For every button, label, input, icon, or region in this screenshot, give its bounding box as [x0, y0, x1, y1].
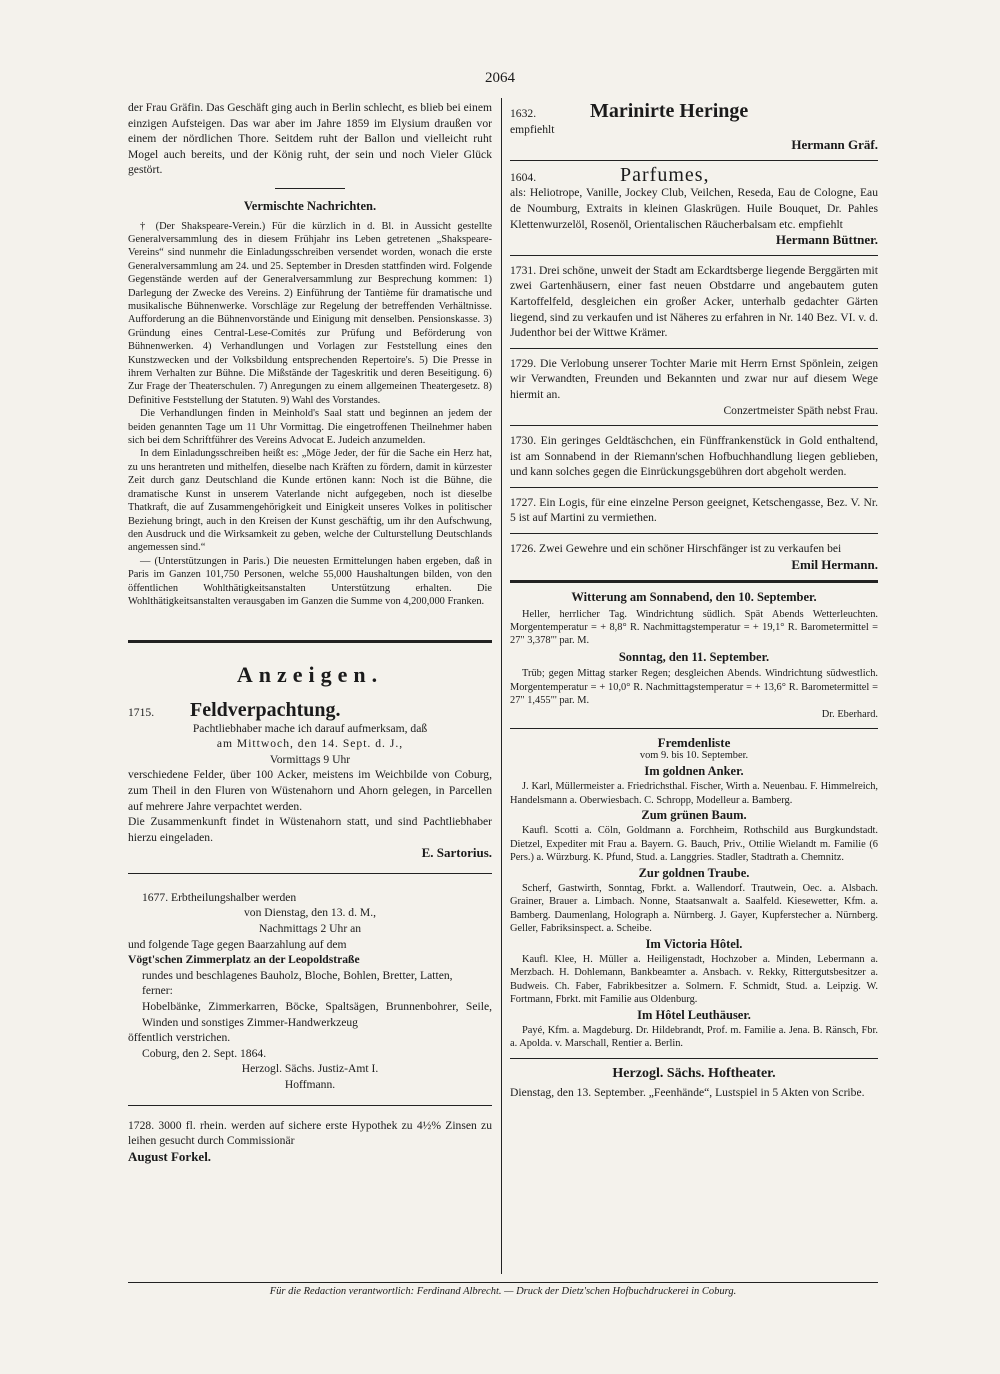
hotel-name: Zum grünen Baum.	[641, 807, 747, 822]
divider	[510, 533, 878, 534]
divider	[510, 160, 878, 161]
ad-body: 1727. Ein Logis, für eine einzelne Person geeignet, Ketschengasse, Bez. V. Nr. 5 ist auf Martini zu vermiethen.	[510, 495, 878, 525]
hotel-guests: J. Karl, Müllermeister a. Friedrichsthal. Fischer, Wirth a. Neuenbau. F. Himmelreich, Handelsmann a. Oberwiesbach. C. Schropp, Modelleur a. Bamberg.	[510, 781, 878, 806]
ad-body: Die Zusammenkunft findet in Wüstenahorn statt, und sind Pachtliebhaber hierzu eingeladen.	[128, 815, 492, 844]
ad-1715	[128, 698, 492, 861]
ad-number: 1632.	[510, 107, 537, 120]
ad-1677	[128, 890, 492, 1093]
ad-body: 1728. 3000 fl. rhein. werden auf sichere erste Hypothek zu 4½% Zinsen zu leihen gesucht durch Commissionär	[128, 1118, 492, 1148]
hotel-guests: Kaufl. Scotti a. Cöln, Goldmann a. Forchheim, Rothschild aus Burgkundstadt. Dietzel, Expediter mit Frau a. Bayern. G. Bauch, Priv., Ottilie Wielandt m. Familie (6 Pers.) a. Würzburg. K. Pfund, Stud. a. Langgries. Stadler, Stadtrath a. Chemnitz.	[510, 825, 878, 864]
divider	[128, 1105, 492, 1106]
left-column	[128, 100, 492, 1170]
footer-rule	[128, 1282, 878, 1283]
hotel-name: Im Victoria Hôtel.	[645, 936, 743, 951]
ad-body: 1731. Drei schöne, unweit der Stadt am Eckardtsberge liegende Berggärten mit zwei Gartenhäusern, einer fast neuen Obstdarre und angebautem guten Kartoffelfeld, desgleichen ein großer Acker, unterhalb gedachter Gärten liegend, sind zu verkaufen und ist Näheres zu erfahren in Nr. 140 Bez. VI. v. d. Judenthor bei der Wittwe Krämer.	[510, 263, 878, 340]
weather-text: Heller, herrlicher Tag. Windrichtung südlich. Spät Abends Wetterleuchten. Morgentemperatur = + 8,8° R. Nachmittagstemperatur = + 19,1° R. Barometermittel = 27" 3,378"' par. M.	[510, 608, 878, 647]
ad-line: ferner:	[142, 984, 173, 998]
hotel-guests: Payé, Kfm. a. Magdeburg. Dr. Hildebrandt, Prof. m. Familie a. Jena. B. Ränsch, Fbr. a. Apolda. v. Marschall, Rentier a. Berlin.	[510, 1025, 878, 1050]
weather-signature: Dr. Eberhard.	[821, 708, 878, 720]
hotel-guests: Kaufl. Klee, H. Müller a. Heiligenstadt, Hochzober a. Minden, Lebermann a. Merzbach. H. Dohlemann, Bankbeamter a. Ansbach. v. Rekky, Rittergutsbesitzer a. Budweis. Ch. Faber, Fabrikbesitzer a. Solmern. F. Schmidt, Stud. a. Leipzig. W. Fortmann, Fbrkt. mit Familie aus Oldenburg.	[510, 954, 878, 1006]
guest-list-subtitle: vom 9. bis 10. September.	[639, 750, 749, 762]
guest-list-title: Fremdenliste	[657, 734, 731, 750]
intro-text: der Frau Gräfin. Das Geschäft ging auch in Berlin schlecht, es blieb bei einem einzigen Aufsteigen. Das war aber im Jahre 1859 im Elysium draußen vor einem der nördlichen Thore. Seitdem ruht der Ballon und vielleicht ruht Mogel auch bereits, und der König ruht, der sein und noch Vieler Glück gestört.	[128, 101, 492, 177]
news-heading: Vermischte Nachrichten.	[243, 198, 377, 213]
divider	[275, 188, 345, 189]
ad-body: 1730. Ein geringes Geldtäschchen, ein Fünffrankenstück in Gold enthaltend, ist am Sonnabend in der Riemann'schen Hofbuchhandlung liegen geblieben, und kann solches gegen die Einrückungsgebühren dort abgeholt werden.	[510, 434, 878, 479]
weather-heading: Sonntag, den 11. September.	[618, 649, 770, 664]
ad-line: empfiehlt	[510, 122, 555, 136]
anzeigen-title: Anzeigen.	[236, 662, 384, 688]
divider	[510, 255, 878, 256]
section-divider	[128, 640, 492, 643]
ad-signature: August Forkel.	[128, 1148, 212, 1164]
ad-signature: Emil Hermann.	[791, 556, 878, 572]
ad-signature: Herzogl. Sächs. Justiz-Amt I.	[241, 1062, 379, 1076]
ad-title: Marinirte Heringe	[590, 100, 749, 122]
ad-line: Hobelbänke, Zimmerkarren, Böcke, Spaltsägen, Brunnenbohrer, Seile, Winden und sonstiges Zimmer-Handwerkzeug	[142, 1000, 492, 1029]
ad-number: 1715.	[128, 705, 155, 719]
ad-body: 1729. Die Verlobung unserer Tochter Marie mit Herrn Ernst Spönlein, zeigen wir Verwandten, Freunden und Bekannten und zwar nur auf diesem Wege hiermit an.	[510, 356, 878, 401]
ad-title: Feldverpachtung.	[190, 698, 341, 721]
ad-line: und folgende Tage gegen Baarzahlung auf dem	[128, 937, 347, 951]
ad-line: von Dienstag, den 13. d. M.,	[243, 906, 377, 920]
divider	[510, 1058, 878, 1059]
ad-1726	[510, 541, 878, 572]
ad-1632	[510, 100, 878, 153]
ad-signature: E. Sartorius.	[421, 845, 492, 861]
divider	[128, 873, 492, 874]
imprint-footer: Für die Redaction verantwortlich: Ferdinand Albrecht. — Druck der Dietz'schen Hofbuchdruckerei in Coburg.	[269, 1286, 737, 1297]
ad-1731	[510, 263, 878, 341]
hotel-name: Im goldnen Anker.	[644, 763, 744, 778]
ad-signature: Hoffmann.	[284, 1078, 336, 1091]
news-paragraph: — (Unterstützungen in Paris.) Die neuesten Ermittelungen haben ergeben, daß in Paris im Ganzen 101,750 Personen, welche 55,000 Haushaltungen bilden, von den öffentlichen Wohlthätigkeitsanstalten Unterstützung erhalten. Die Wohlthätigkeitsanstalten verausgaben im Ganzen die Summe von 4,200,000 Franken.	[128, 555, 492, 607]
column-rule	[501, 98, 502, 1274]
weather-section	[510, 591, 878, 721]
ad-date: Coburg, den 2. Sept. 1864.	[142, 1046, 267, 1060]
ad-line: Vögt'schen Zimmerplatz an der Leopoldstraße	[128, 953, 360, 967]
news-section	[128, 220, 492, 609]
news-paragraph: Die Verhandlungen finden in Meinhold's Saal statt und beginnen an jedem der beiden genannten Tage um 11 Uhr Vormittag. Die eingetroffenen Theilnehmer haben sich bei dem Schriftführer des Vereins Advocat E. Judeich anzumelden.	[128, 408, 492, 447]
ad-signature: Conzertmeister Späth nebst Frau.	[723, 403, 878, 417]
ad-body: als: Heliotrope, Vanille, Jockey Club, Veilchen, Reseda, Eau de Cologne, Eau de Noumburg, Extraits in kleinen Glaskrügen. Huile Bouquet, Dr. Pahles Klettenwurzelöl, Rosenöl, Orientalischen Räucherbalsam etc. empfiehlt	[510, 186, 878, 231]
section-divider	[510, 580, 878, 583]
ad-body: 1726. Zwei Gewehre und ein schöner Hirschfänger ist zu verkaufen bei	[510, 542, 842, 556]
theater-section	[510, 1066, 878, 1101]
news-paragraph: † (Der Shakspeare-Verein.) Für die kürzlich in d. Bl. in Aussicht gestellte Generalversammlung des in diesem Frühjahr ins Leben getretenen „Shakspeare-Vereins“ sind nunmehr die Einladungsschreiben versendet worden, wonach die erste Generalversammlung am 24. und 25. September in Dresden stattfinden wird. Folgende Gegenstände werden auf der Generalversammlung zur Besprechung kommen: 1) Darlegung der Zwecke des Vereins. 2) Einführung der Tantième für dramatische und musikalische Bühnenwerke. Vorschläge zur Regelung der betreffenden Verhältnisse. Aufforderung an die Bühnenvorstände und Einigung mit denselben. Pensionskasse. 3) Gründung eines Central-Lese-Comités zur Prüfung und Beförderung von Bühnenwerken. 4) Verhandlungen und Vorlagen zur Feststellung eines den Kunstzwecken und der Volksbildung entsprechenden Repertoire's. 5) Die Presse in ihrem Verhalten zur Bühne. Die Mißstände der Tageskritik und deren Beseitigung. 6) Zur Frage der Theaterschulen. 7) Anregungen zu einem allgemeinen Theatergesetz. 8) Definitive Feststellung der Statuten. 9) Wahl des Vorstandes.	[128, 220, 492, 406]
ad-line: Nachmittags 2 Uhr an	[258, 922, 362, 936]
hotel-name: Im Hôtel Leuthäuser.	[637, 1007, 751, 1022]
ad-1727	[510, 495, 878, 526]
ad-1729	[510, 356, 878, 418]
divider	[510, 348, 878, 349]
ad-1604	[510, 163, 878, 248]
theater-title: Herzogl. Sächs. Hoftheater.	[612, 1065, 776, 1081]
hotel-guests: Scherf, Gastwirth, Sonntag, Fbrkt. a. Wallendorf. Trautwein, Oec. a. Alsbach. Grainer, Brauer a. Limbach. Nonne, Staatsanwalt a. Saalfeld. Kiesewetter, Kfm. a. Bamberg. Daumenlang, Holograph a. Nürnberg. J. Gayer, Kupferstecher a. Nürnberg. Geller, Fabriksinspect. a. Scheibe.	[510, 882, 878, 935]
weather-heading: Witterung am Sonnabend, den 10. September.	[571, 590, 817, 605]
ad-line: rundes und beschlagenes Bauholz, Bloche, Bohlen, Bretter, Latten,	[142, 968, 453, 982]
ad-body: verschiedene Felder, über 100 Acker, meistens im Weichbilde von Coburg, zum Theil in den Fluren von Wüstenahorn und Ahorn gelegen, in Parcellen auf mehrere Jahre verpachtet werden.	[128, 768, 492, 813]
ad-line: öffentlich verstrichen.	[128, 1031, 231, 1045]
ad-title: Parfumes,	[620, 163, 710, 186]
page-number: 2064	[485, 70, 515, 86]
divider	[510, 728, 878, 729]
theater-text: Dienstag, den 13. September. „Feenhände“, Lustspiel in 5 Akten von Scribe.	[510, 1086, 865, 1100]
right-column	[510, 100, 878, 1101]
hotel-name: Zur goldnen Traube.	[638, 865, 750, 880]
ad-number: 1604.	[510, 170, 537, 184]
ad-line: 1677. Erbtheilungshalber werden	[142, 890, 297, 904]
ad-1730	[510, 433, 878, 480]
ad-line: am Mittwoch, den 14. Sept. d. J.,	[216, 737, 404, 751]
ad-signature: Hermann Büttner.	[775, 232, 878, 248]
news-paragraph: In dem Einladungsschreiben heißt es: „Möge Jeder, der für die Sache ein Herz hat, zu uns herantreten und mithelfen, dieselbe nach Kräften zu fördern, damit in kürzester Zeit durch ganz Deutschland die Kunde ertönen kann: Noch ist die Bühne, die dramatische Kunst in unserem Vaterlande nicht aufgegeben, noch ist dieselbe Thatkraft, die auf Zusammengehörigkeit und Einigkeit unseres Volkes in politischer Beziehung bringt, auch in den Kreisen der Kunst geschäftig, um ihr den Aufschwung, den Ausdruck und die Wirksamkeit zu geben, welche der Culturstellung Deutschlands angemessen sind.“	[128, 448, 492, 554]
divider	[510, 487, 878, 488]
ad-line: Vormittags 9 Uhr	[269, 752, 351, 766]
ad-line: Pachtliebhaber mache ich darauf aufmerksam, daß	[192, 721, 428, 735]
ad-1728	[128, 1118, 492, 1165]
weather-text: Trüb; gegen Mittag starker Regen; desgleichen Abends. Windrichtung südwestlich. Morgentemperatur = + 10,0° R. Nachmittagstemperatur = + 13,6° R. Barometermittel = 27" 1,455"' par. M.	[510, 668, 878, 707]
ad-signature: Hermann Gräf.	[791, 137, 878, 153]
guest-list	[510, 736, 878, 1051]
divider	[510, 425, 878, 426]
